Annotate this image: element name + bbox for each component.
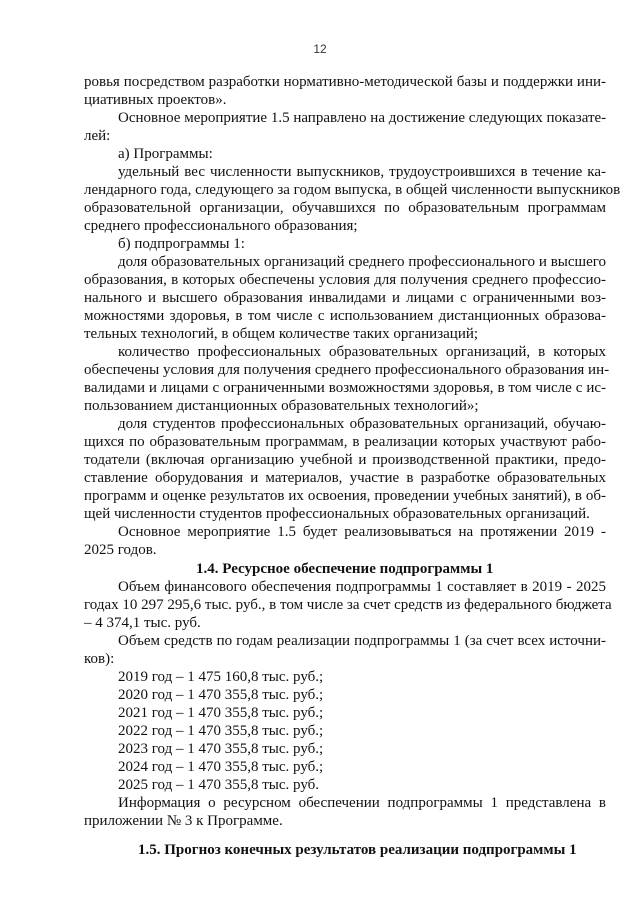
text-line: лей: — [84, 128, 111, 144]
section-heading: 1.4. Ресурсное обеспечение подпрограммы 1 — [196, 561, 494, 577]
text-line: щихся по образовательным программам, в реализации которых участвуют рабо- — [84, 434, 606, 450]
text-line: годах 10 297 295,6 тыс. руб., в том числе за счет средств из федерального бюджета — [84, 597, 612, 613]
text-line: доля образовательных организаций среднего профессионального и высшего — [118, 254, 606, 270]
text-line: б) подпрограммы 1: — [118, 236, 245, 252]
text-line: нального и высшего образования инвалидами и лицами с ограниченными воз- — [84, 290, 606, 306]
text-line: а) Программы: — [118, 146, 213, 162]
text-line: Основное мероприятие 1.5 направлено на достижение следующих показате- — [118, 110, 607, 126]
text-line: циативных проектов». — [84, 92, 227, 108]
text-line: образовательной организации, обучавшихся по образовательным программам — [84, 200, 606, 216]
page-number: 12 — [313, 42, 327, 56]
section-heading: 1.5. Прогноз конечных результатов реализации подпрограммы 1 — [138, 842, 577, 858]
text-line: – 4 374,1 тыс. руб. — [84, 615, 201, 631]
year-funding-line: 2020 год – 1 470 355,8 тыс. руб.; — [118, 687, 324, 703]
text-line: ставление оборудования и материалов, участие в разработке образовательных — [84, 470, 606, 486]
text-line: обеспечены условия для получения среднего профессионального образования ин- — [84, 362, 610, 378]
text-line: приложении № 3 к Программе. — [84, 813, 283, 829]
text-line: Объем финансового обеспечения подпрограммы 1 составляет в 2019 - 2025 — [118, 579, 606, 595]
text-line: доля студентов профессиональных образовательных организаций, обучаю- — [118, 416, 606, 432]
year-funding-line: 2025 год – 1 470 355,8 тыс. руб. — [118, 777, 320, 793]
text-line: среднего профессионального образования; — [84, 218, 358, 234]
text-line: можностями здоровья, в том числе с использованием дистанционных образова- — [84, 308, 606, 324]
text-line: лендарного года, следующего за годом выпуска, в общей численности выпускников — [84, 182, 621, 198]
text-line: программ и оценке результатов их освоения, проведении учебных занятий), в об- — [84, 488, 606, 504]
text-line: количество профессиональных образовательных организаций, в которых — [118, 344, 606, 360]
text-line: 2025 годов. — [84, 542, 157, 558]
year-funding-line: 2022 год – 1 470 355,8 тыс. руб.; — [118, 723, 324, 739]
text-line: ровья посредством разработки нормативно-методической базы и поддержки ини- — [84, 74, 606, 90]
year-funding-line: 2021 год – 1 470 355,8 тыс. руб.; — [118, 705, 324, 721]
text-line: удельный вес численности выпускников, трудоустроившихся в течение ка- — [118, 164, 606, 180]
text-line: тодатели (включая организацию учебной и производственной практики, предо- — [84, 452, 606, 468]
text-line: валидами и лицами с ограниченными возможностями здоровья, в том числе с ис- — [84, 380, 606, 396]
year-funding-line: 2024 год – 1 470 355,8 тыс. руб.; — [118, 759, 324, 775]
text-line: образования, в которых обеспечены условия для получения среднего профессио- — [84, 272, 606, 288]
text-line: Объем средств по годам реализации подпрограммы 1 (за счет всех источни- — [118, 633, 606, 649]
text-line: ков): — [84, 651, 115, 667]
year-funding-line: 2019 год – 1 475 160,8 тыс. руб.; — [118, 669, 324, 685]
text-line: щей численности студентов профессиональных образовательных организаций. — [84, 506, 590, 522]
year-funding-line: 2023 год – 1 470 355,8 тыс. руб.; — [118, 741, 324, 757]
text-line: Информация о ресурсном обеспечении подпрограммы 1 представлена в — [118, 795, 606, 811]
text-line: Основное мероприятие 1.5 будет реализовываться на протяжении 2019 - — [118, 524, 606, 540]
text-line: пользованием дистанционных образовательных технологий»; — [84, 398, 479, 414]
text-line: тельных технологий, в общем количестве таких организаций; — [84, 326, 479, 342]
